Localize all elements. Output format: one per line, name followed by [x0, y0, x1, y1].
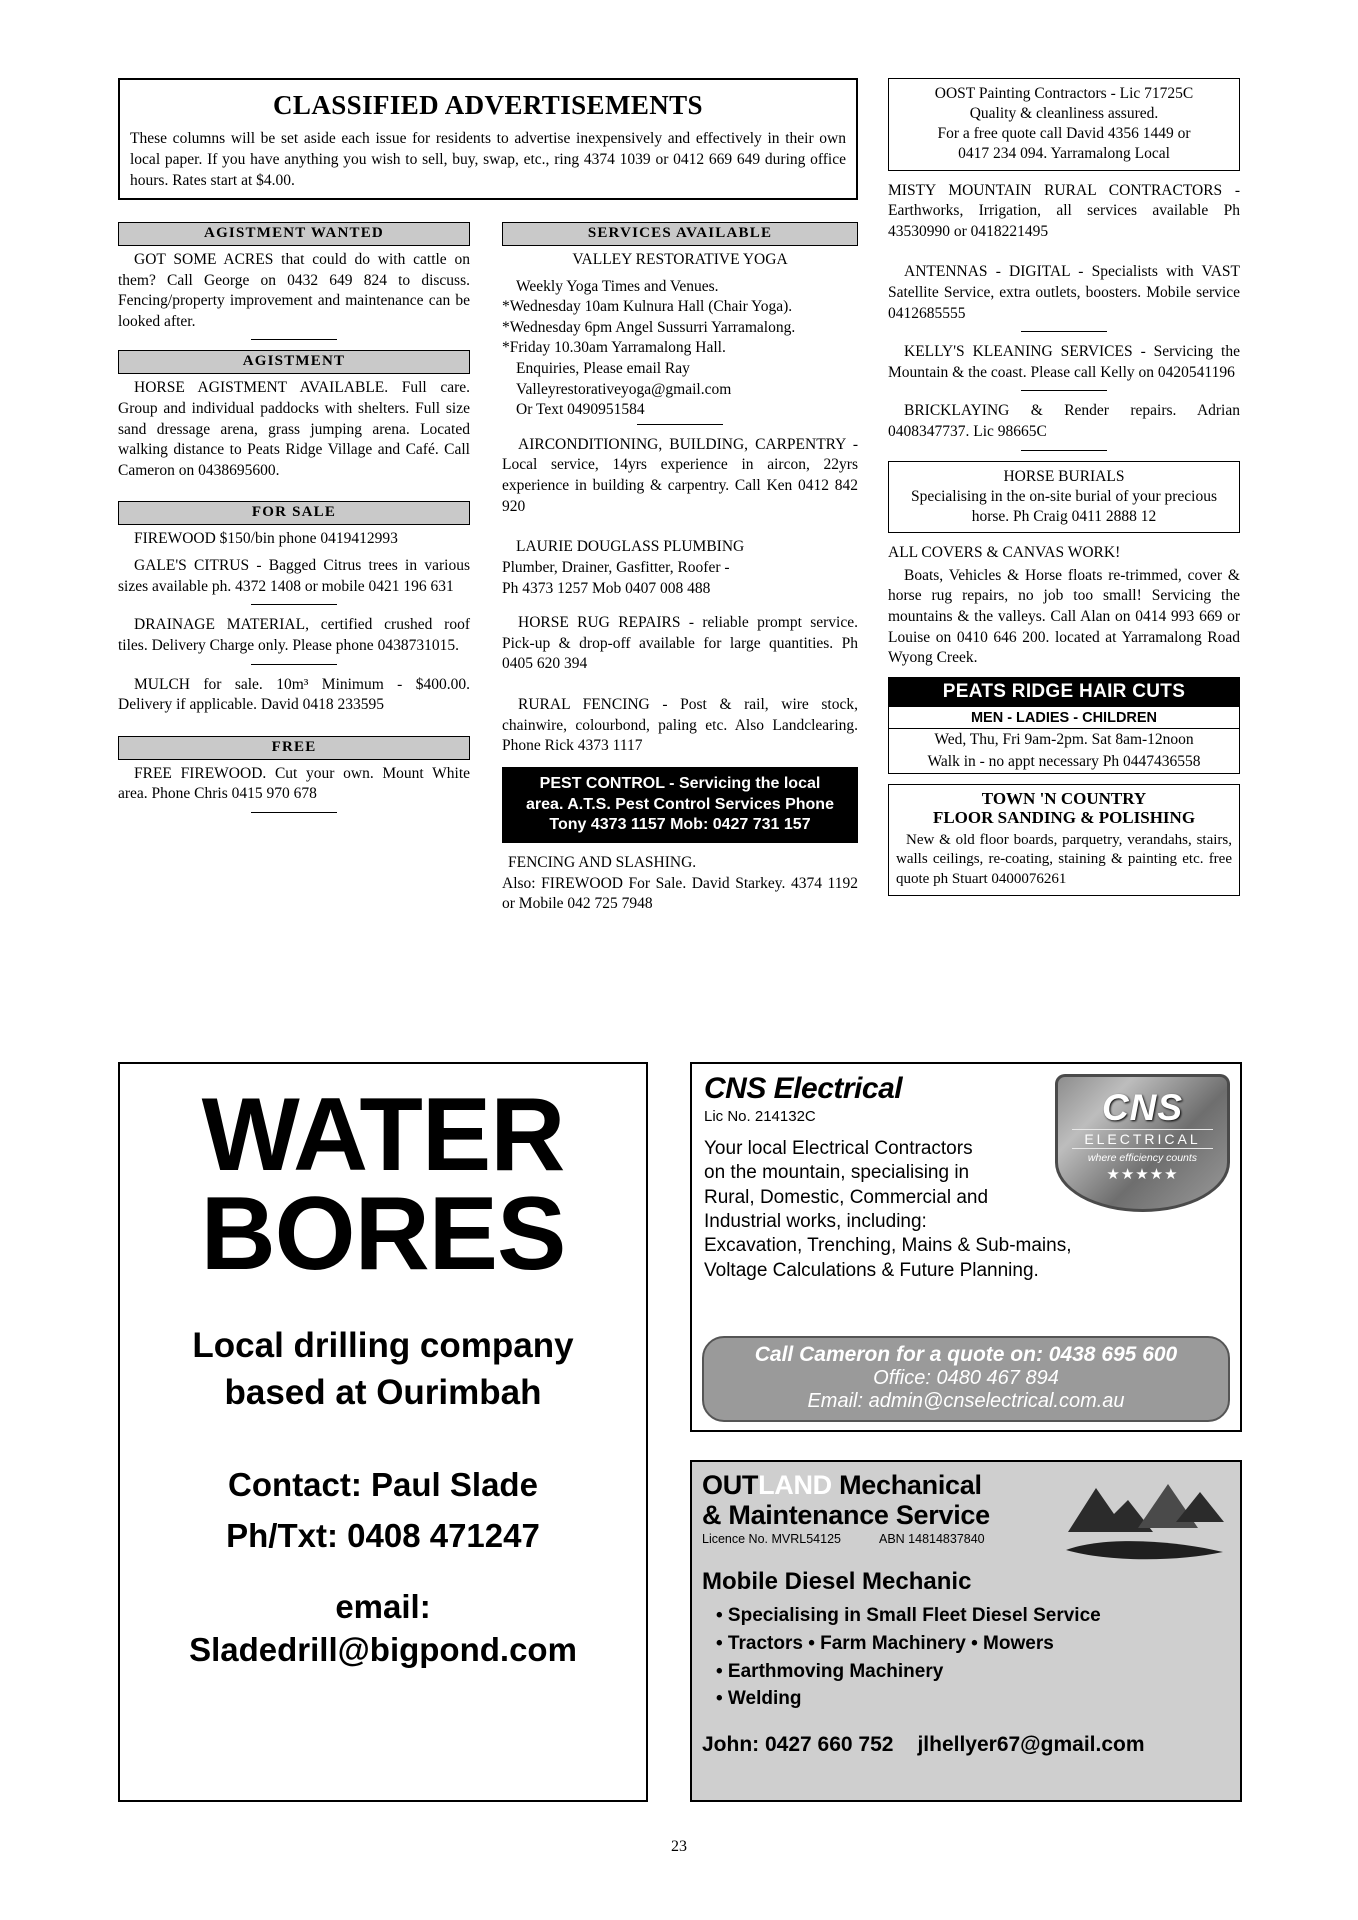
oost-line4: 0417 234 094. Yarramalong Local	[958, 145, 1170, 163]
divider	[251, 338, 337, 340]
cns-body-line2: on the mountain, specialising in	[704, 1162, 970, 1184]
water-bores-line1: WATER	[201, 1077, 565, 1193]
cns-call-line3: Email: admin@cnselectrical.com.au	[807, 1390, 1125, 1412]
ad-yoga-line2: *Wednesday 10am Kulnura Hall (Chair Yoga).	[502, 298, 793, 316]
ad-antennas-digital: ANTENNAS - DIGITAL - Specialists with VAST Satellite Service, extra outlets, boosters. Mobile service 0412685555	[888, 263, 1240, 322]
ad-bricklaying: BRICKLAYING & Render repairs. Adrian 0408347737. Lic 98665C	[888, 402, 1240, 441]
ad-all-covers-body: Boats, Vehicles & Horse floats re-trimmed, cover & horse rug repairs, no job too small! Servicing the mountains & the valleys. Call Alan on 0414 993 669 or Louise on 0410 646 200. located at Yarramalong Road Wyong Creek.	[888, 566, 1240, 667]
water-bores-email: Sladedrill@bigpond.com	[189, 1631, 577, 1669]
horse-burials-title: HORSE BURIALS	[1003, 467, 1125, 485]
spacer	[502, 599, 858, 613]
water-bores-email-label: email:	[335, 1588, 431, 1626]
ad-plumbing-line1: Plumber, Drainer, Gasfitter, Roofer -	[502, 558, 730, 576]
ad-misty-mountain: MISTY MOUNTAIN RURAL CONTRACTORS - Earthworks, Irrigation, all services available Ph 43530990 or 0418221495	[888, 181, 1240, 240]
cns-body	[704, 1137, 1072, 1283]
water-bores-sub2: based at Ourimbah	[224, 1373, 542, 1413]
ad-horse-rug-repairs: HORSE RUG REPAIRS - reliable prompt service. Pick-up & drop-off available for large quantities. Ph 0405 620 394	[502, 614, 858, 673]
outland-title-part2: LAND	[758, 1470, 832, 1500]
ad-yoga-line4: *Friday 10.30am Yarramalong Hall.	[502, 339, 726, 357]
ad-peats-ridge-hair-cuts	[888, 677, 1240, 774]
pest-control-line1: PEST CONTROL - Servicing the local	[539, 774, 821, 792]
divider	[251, 663, 337, 665]
divider	[1021, 330, 1107, 332]
cns-body-line1: Your local Electrical Contractors	[704, 1138, 973, 1159]
mountain-icon	[1058, 1470, 1228, 1575]
town-country-title1: TOWN 'N COUNTRY	[981, 788, 1147, 808]
shield-icon	[1055, 1074, 1230, 1212]
water-bores-phone: Ph/Txt: 0408 471247	[226, 1516, 540, 1554]
ad-plumbing-title: LAURIE DOUGLASS PLUMBING	[516, 538, 745, 556]
section-heading-for-sale: FOR SALE	[118, 501, 470, 525]
ad-yoga-line1: Weekly Yoga Times and Venues.	[516, 277, 719, 295]
oost-line2: Quality & cleanliness assured.	[969, 105, 1159, 123]
ad-pest-control	[502, 767, 858, 843]
ad-fencing-slashing-line2: Also: FIREWOOD For Sale. David Starkey. 4374 1192 or Mobile 042 725 7948	[502, 874, 858, 913]
cns-call-line2: Office: 0480 467 894	[873, 1367, 1059, 1389]
ad-yoga-line5: Enquiries, Please email Ray	[516, 360, 690, 378]
cns-logo-text: CNS	[1101, 1087, 1184, 1128]
hair-cuts-subtitle: MEN - LADIES - CHILDREN	[889, 707, 1239, 729]
ad-plumbing-line2: Ph 4373 1257 Mob 0407 008 488	[502, 579, 711, 597]
outland-bullet-list	[716, 1602, 1230, 1712]
stars-icon: ★★★★★	[1106, 1166, 1179, 1183]
section-heading-free: FREE	[118, 736, 470, 760]
spacer	[502, 681, 858, 695]
hair-cuts-walkin-text: Walk in - no appt necessary Ph	[927, 752, 1123, 770]
hair-cuts-walkin	[889, 751, 1239, 773]
divider	[251, 603, 337, 605]
horse-burials-body: Specialising in the on-site burial of your precious horse. Ph Craig 0411 2888 12	[910, 487, 1218, 525]
ad-aircon: AIRCONDITIONING, BUILDING, CARPENTRY - Local service, 14yrs experience in aircon, 22yrs experience in building & carpentry. Call Ken 0412 842 920	[502, 435, 858, 515]
ad-yoga-line3: *Wednesday 6pm Angel Sussurri Yarramalong.	[502, 318, 796, 336]
water-bores-contact: Contact: Paul Slade	[228, 1466, 538, 1504]
list-item: • Tractors • Farm Machinery • Mowers	[716, 1633, 1054, 1655]
page-number: 23	[671, 1838, 687, 1855]
ad-agistment-wanted-1: GOT SOME ACRES that could do with cattle on them? Call George on 0432 649 824 to discuss. Fencing/property improvement and maintenance can be looked after.	[118, 251, 470, 330]
pest-control-line2: area. A.T.S. Pest Control Services Phone	[526, 795, 834, 813]
list-item: • Earthmoving Machinery	[716, 1660, 944, 1682]
spacer	[118, 487, 470, 501]
outland-title-part1: OUT	[702, 1470, 759, 1500]
ad-oost-painting	[888, 78, 1240, 171]
ad-town-n-country	[888, 784, 1240, 897]
cns-shield-logo	[1055, 1074, 1230, 1212]
oost-line1: OOST Painting Contractors - Lic 71725C	[934, 85, 1194, 102]
hair-cuts-title: PEATS RIDGE HAIR CUTS	[889, 678, 1239, 707]
ad-horse-burials	[888, 461, 1240, 533]
classified-intro-text: These columns will be set aside each issue for residents to advertise inexpensively and effectively in their own local paper. If you have anything you wish to sell, buy, swap, etc., ring 4374 1039 or 0412 669 649 during office hours. Rates start at $4.00.	[130, 130, 846, 189]
divider	[251, 811, 337, 813]
column-left	[118, 222, 470, 823]
ad-for-sale-1: FIREWOOD $150/bin phone 0419412993	[134, 530, 398, 548]
ad-agistment-1: HORSE AGISTMENT AVAILABLE. Full care. Group and individual paddocks with shelters. Full size sand dressage arena, grass jumping arena. Located walking distance to Peats Ridge Village and Café. Call Cameron on 0438695600.	[118, 379, 470, 479]
ad-kellys-kleaning: KELLY'S KLEANING SERVICES - Servicing the Mountain & the coast. Please call Kelly on 0420541196	[888, 343, 1240, 381]
ad-cns-electrical	[690, 1062, 1242, 1432]
ad-for-sale-4: MULCH for sale. 10m³ Minimum - $400.00. Delivery if applicable. David 0418 233595	[118, 675, 470, 714]
divider	[637, 423, 723, 425]
section-heading-agistment-wanted: AGISTMENT WANTED	[118, 222, 470, 246]
cns-call-bar	[702, 1336, 1230, 1422]
cns-body-line4: Industrial works, including:	[704, 1210, 927, 1232]
ad-outland-mechanical	[690, 1460, 1242, 1802]
ad-fencing-slashing-line1: FENCING AND SLASHING.	[508, 854, 697, 872]
classified-header-box	[118, 78, 858, 200]
outland-abn: ABN 14814837840	[878, 1532, 985, 1547]
outland-footer-name: John: 0427 660 752	[702, 1732, 894, 1756]
cns-logo-tagline: where efficiency counts	[1087, 1152, 1198, 1164]
spacer	[118, 722, 470, 736]
water-bores-line2: BORES	[200, 1175, 566, 1292]
page-title: CLASSIFIED ADVERTISEMENTS	[273, 90, 703, 120]
divider	[1021, 449, 1107, 451]
outland-mobile-diesel: Mobile Diesel Mechanic	[702, 1568, 972, 1596]
column-middle	[502, 222, 858, 915]
cns-licence: Lic No. 214132C	[704, 1108, 816, 1125]
list-item: • Welding	[716, 1688, 802, 1710]
ad-for-sale-3: DRAINAGE MATERIAL, certified crushed roof tiles. Delivery Charge only. Please phone 0438731015.	[118, 616, 470, 654]
ad-water-bores	[118, 1062, 648, 1802]
oost-line3: For a free quote call David 4356 1449 or	[937, 125, 1191, 143]
outland-title-line2: & Maintenance Service	[702, 1500, 990, 1531]
divider	[1021, 389, 1107, 391]
section-heading-services-available: SERVICES AVAILABLE	[502, 222, 858, 246]
column-right	[888, 78, 1240, 896]
ad-rural-fencing: RURAL FENCING - Post & rail, wire stock, chainwire, colourbond, paling etc. Also Landclearing. Phone Rick 4373 1117	[502, 695, 858, 755]
hair-cuts-phone: 0447436558	[1122, 752, 1201, 770]
ad-for-sale-2: GALE'S CITRUS - Bagged Citrus trees in various sizes available ph. 4372 1408 or mobile 0421 196 631	[118, 557, 470, 595]
cns-call-line1: Call Cameron for a quote on: 0438 695 600	[754, 1343, 1178, 1366]
outland-licence: Licence No. MVRL54125	[702, 1532, 841, 1547]
spacer	[888, 248, 1240, 262]
outland-title-part3: Mechanical	[831, 1470, 982, 1500]
ad-yoga-line7: Or Text 0490951584	[516, 401, 645, 419]
outland-footer	[702, 1733, 1230, 1757]
pest-control-line3: Tony 4373 1157 Mob: 0427 731 157	[549, 816, 811, 834]
town-country-title2: FLOOR SANDING & POLISHING	[932, 808, 1196, 828]
cns-title: CNS Electrical	[704, 1072, 903, 1105]
ad-yoga-line6: Valleyrestorativeyoga@gmail.com	[516, 380, 732, 398]
town-country-body: New & old floor boards, parquetry, verandahs, stairs, walls ceilings, re-coating, staining & painting etc. free quote ph Stuart 0400076261	[896, 831, 1232, 887]
water-bores-sub1: Local drilling company	[192, 1325, 574, 1365]
outland-footer-email: jlhellyer67@gmail.com	[917, 1732, 1145, 1756]
spacer	[502, 523, 858, 537]
cns-body-line3: Rural, Domestic, Commercial and	[704, 1186, 989, 1208]
list-item: • Specialising in Small Fleet Diesel Service	[716, 1605, 1101, 1627]
ad-all-covers-title: ALL COVERS & CANVAS WORK!	[888, 544, 1121, 562]
ad-free-1: FREE FIREWOOD. Cut your own. Mount White area. Phone Chris 0415 970 678	[118, 764, 470, 803]
ad-yoga-title: VALLEY RESTORATIVE YOGA	[572, 251, 788, 268]
cns-logo-sub: ELECTRICAL	[1072, 1129, 1213, 1149]
section-heading-agistment: AGISTMENT	[118, 350, 470, 374]
hair-cuts-hours: Wed, Thu, Fri 9am-2pm. Sat 8am-12noon	[934, 730, 1194, 748]
cns-body-line6: Voltage Calculations & Future Planning.	[704, 1259, 1039, 1281]
cns-body-line5: Excavation, Trenching, Mains & Sub-mains,	[704, 1235, 1072, 1257]
